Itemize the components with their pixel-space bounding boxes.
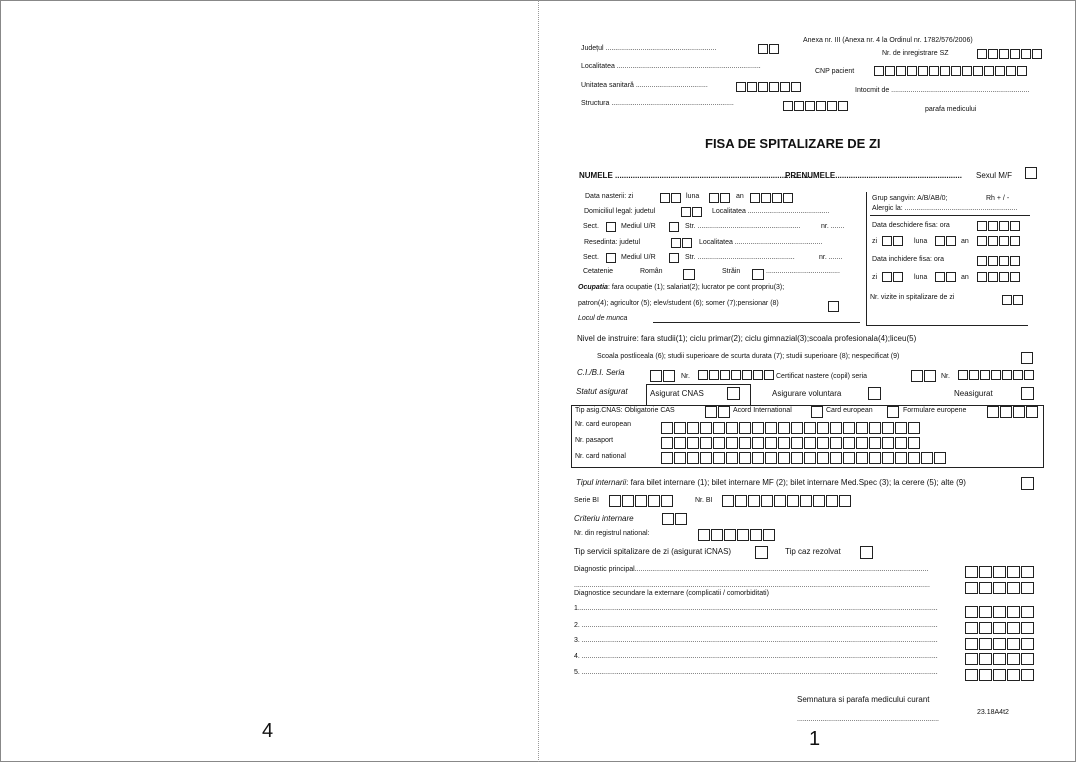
registrul-label: Nr. din registrul national: bbox=[574, 530, 650, 537]
asig-card-european-box[interactable] bbox=[887, 406, 899, 418]
nr2-label: nr. ....... bbox=[819, 254, 843, 261]
zi-boxes[interactable] bbox=[660, 193, 681, 203]
structura-label: Structura ............................................................... bbox=[581, 100, 734, 107]
certificat-nr-boxes[interactable] bbox=[958, 370, 1034, 380]
deschidere-label: Data deschidere fisa: ora bbox=[872, 222, 950, 229]
nr-card-european-boxes[interactable] bbox=[661, 422, 920, 434]
semnatura-label: Semnatura si parafa medicului curant bbox=[797, 695, 930, 704]
diagnostic-item-4: 4. ....................................................................................................................................................................................... bbox=[574, 653, 938, 660]
nr-bi-label: Nr. BI bbox=[695, 497, 713, 504]
deschidere-zi-label: zi bbox=[872, 238, 878, 245]
instruire-box[interactable] bbox=[1021, 352, 1033, 364]
semnatura-dots: ......................................................................... bbox=[797, 716, 939, 723]
page-number-left: 4 bbox=[262, 720, 274, 742]
intocmit-label: Intocmit de ....................................................................... bbox=[855, 87, 1030, 94]
luna-boxes[interactable] bbox=[709, 193, 730, 203]
localitatea-dom-label: Localitatea .......................................... bbox=[712, 208, 830, 215]
deschidere-zi-boxes[interactable] bbox=[882, 236, 903, 246]
diagnostic-item-2: 2. ....................................................................................................................................................................................... bbox=[574, 622, 938, 629]
fold-line bbox=[538, 0, 539, 762]
diagnostic-principal2-boxes[interactable] bbox=[965, 582, 1034, 594]
alergic-label: Alergic la: .......................................................... bbox=[872, 205, 1018, 212]
str2-label: Str. .................................................. bbox=[685, 254, 795, 261]
diagnostic-item-1-boxes[interactable] bbox=[965, 606, 1034, 618]
ocupatia-text2: patron(4); agricultor (5); elev/student (6); somer (7);pensionar (8) bbox=[578, 300, 779, 307]
certificat-nr-label: Nr. bbox=[941, 373, 950, 380]
inchidere-an-boxes[interactable] bbox=[977, 272, 1020, 282]
criteriu-boxes[interactable] bbox=[662, 513, 687, 525]
judet-boxes[interactable] bbox=[758, 44, 779, 54]
tip-caz-box[interactable] bbox=[860, 546, 873, 559]
ci-nr-boxes[interactable] bbox=[698, 370, 774, 380]
sect-box[interactable] bbox=[606, 222, 616, 232]
registrul-boxes[interactable] bbox=[698, 529, 775, 541]
inchidere-luna-boxes[interactable] bbox=[935, 272, 956, 282]
ci-nr-label: Nr. bbox=[681, 373, 690, 380]
diagnostic-principal-dots: ....................................................................................................................................................................................... bbox=[574, 582, 930, 589]
instruire-line2: Scoala postliceala (6); studii superioare de scurta durata (7); studii superioare (8); nespecificat (9) bbox=[597, 353, 900, 360]
tipul-internarii-box[interactable] bbox=[1021, 477, 1034, 490]
sect2-label: Sect. bbox=[583, 254, 599, 261]
numele-label: NUMELE .......................................................................................... bbox=[579, 171, 816, 180]
prenumele-label: PRENUMELE......................................................... bbox=[785, 171, 962, 180]
diagnostic-item-1: 1......................................................................................................................................................................................... bbox=[574, 605, 938, 612]
ocupatia-text: : fara ocupatie (1); salariat(2); lucrator pe cont propriu(3); bbox=[607, 284, 785, 291]
certificat-label: Certificat nastere (copil) seria bbox=[776, 373, 868, 380]
domiciliul-label: Domiciliul legal: judetul bbox=[584, 208, 656, 215]
diagnostic-principal-boxes[interactable] bbox=[965, 566, 1034, 578]
ci-seria-boxes[interactable] bbox=[650, 370, 675, 382]
deschidere-luna-label: luna bbox=[914, 238, 928, 245]
nr-label: nr. ....... bbox=[821, 223, 845, 230]
grup-label: Grup sangvin: A/B/AB/0; bbox=[872, 195, 948, 202]
parafa-label: parafa medicului bbox=[925, 106, 977, 113]
inchidere-label: Data inchidere fisa: ora bbox=[872, 256, 944, 263]
statut-neasigurat-label: Neasigurat bbox=[954, 389, 993, 398]
asig-acord-label: Acord International bbox=[733, 407, 792, 414]
structura-boxes[interactable] bbox=[783, 101, 848, 111]
statut-voluntara-label: Asigurare voluntara bbox=[772, 389, 842, 398]
tip-servicii-label: Tip servicii spitalizare de zi (asigurat iCNAS) bbox=[574, 547, 732, 556]
nr-bi-boxes[interactable] bbox=[722, 495, 851, 507]
inchidere-luna-label: luna bbox=[914, 274, 928, 281]
locul-label: Locul de munca bbox=[578, 315, 628, 322]
resedinta-label: Resedinta: judetul bbox=[584, 239, 641, 246]
diagnostic-secundare-label: Diagnostice secundare la externare (complicatii / comorbiditati) bbox=[574, 590, 769, 597]
ocupatia-box[interactable] bbox=[828, 301, 839, 312]
asig-acord-box[interactable] bbox=[811, 406, 823, 418]
nr-inregistrare-label: Nr. de inregistrare SZ bbox=[882, 50, 949, 57]
strain-dots: ...................................... bbox=[766, 268, 840, 275]
ocupatia-label: Ocupatia bbox=[578, 284, 608, 291]
roman-box[interactable] bbox=[683, 269, 695, 280]
tipul-internarii-text: : fara bilet internare (1); bilet internare MF (2); bilet internare Med.Spec (3); la cerere (5); alte (9) bbox=[626, 478, 966, 487]
vizite-label: Nr. vizite in spitalizare de zi bbox=[870, 294, 955, 301]
str-label: Str. ..................................................... bbox=[685, 223, 801, 230]
mediul2-label: Mediul U/R bbox=[621, 254, 656, 261]
certificat-seria-boxes[interactable] bbox=[911, 370, 936, 382]
alergic-line bbox=[870, 215, 1030, 216]
right-block-divider bbox=[866, 192, 867, 325]
anexa-text: Anexa nr. III (Anexa nr. 4 la Ordinul nr. 1782/576/2006) bbox=[803, 37, 973, 44]
asig-obligatorie-boxes[interactable] bbox=[705, 406, 730, 418]
statut-cnas-label: Asigurat CNAS bbox=[650, 389, 704, 398]
vizite-boxes[interactable] bbox=[1002, 295, 1023, 305]
diagnostic-item-3: 3. ....................................................................................................................................................................................... bbox=[574, 637, 938, 644]
tip-caz-label: Tip caz rezolvat bbox=[785, 547, 841, 556]
ci-label: C.I./B.I. Seria bbox=[577, 368, 625, 377]
nr-card-national-boxes[interactable] bbox=[661, 452, 946, 464]
nr-card-european-label: Nr. card european bbox=[575, 421, 632, 428]
mediul-box[interactable] bbox=[669, 222, 679, 232]
statut-label: Statut asigurat bbox=[576, 387, 628, 396]
sexul-box[interactable] bbox=[1025, 167, 1037, 179]
data-nasterii-label: Data nasterii: zi bbox=[585, 193, 634, 200]
form-title: FISA DE SPITALIZARE DE ZI bbox=[705, 136, 881, 151]
deschidere-luna-boxes[interactable] bbox=[935, 236, 956, 246]
diagnostic-principal-label: Diagnostic principal....................................................................................................................................................... bbox=[574, 566, 929, 573]
footer-code: 23.18A4t2 bbox=[977, 709, 1009, 716]
sexul-label: Sexul M/F bbox=[976, 171, 1013, 180]
statut-voluntara-box[interactable] bbox=[868, 387, 881, 400]
strain-label: Străin bbox=[722, 268, 741, 275]
localitatea-res-label: Localitatea ............................................. bbox=[699, 239, 823, 246]
nr-card-national-label: Nr. card national bbox=[575, 453, 626, 460]
nr-pasaport-label: Nr. pasaport bbox=[575, 437, 614, 444]
criteriu-label: Criteriu internare bbox=[574, 514, 634, 523]
an-label: an bbox=[736, 193, 744, 200]
diagnostic-item-3-boxes[interactable] bbox=[965, 638, 1034, 650]
deschidere-ora-boxes[interactable] bbox=[977, 221, 1020, 231]
cetatenie-label: Cetatenie bbox=[583, 268, 613, 275]
tip-servicii-box[interactable] bbox=[755, 546, 768, 559]
unitatea-label: Unitatea sanitară ..................................... bbox=[581, 82, 708, 89]
deschidere-an-label: an bbox=[961, 238, 969, 245]
roman-label: Român bbox=[640, 268, 663, 275]
diagnostic-item-5-boxes[interactable] bbox=[965, 669, 1034, 681]
sect-label: Sect. bbox=[583, 223, 599, 230]
statut-neasigurat-box[interactable] bbox=[1021, 387, 1034, 400]
diagnostic-item-4-boxes[interactable] bbox=[965, 653, 1034, 665]
instruire-line1: Nivel de instruire: fara studii(1); ciclu primar(2); ciclu gimnazial(3);scoala profesionala(4);liceu(5) bbox=[577, 334, 917, 343]
diagnostic-item-2-boxes[interactable] bbox=[965, 622, 1034, 634]
locul-line bbox=[653, 322, 860, 323]
inchidere-zi-boxes[interactable] bbox=[882, 272, 903, 282]
sect2-box[interactable] bbox=[606, 253, 616, 263]
inchidere-ora-boxes[interactable] bbox=[977, 256, 1020, 266]
page-number-right: 1 bbox=[809, 728, 821, 750]
nr-inregistrare-boxes[interactable] bbox=[977, 49, 1042, 59]
asig-card-european-label: Card european bbox=[826, 407, 873, 414]
serie-bi-label: Serie BI bbox=[574, 497, 599, 504]
mediul-label: Mediul U/R bbox=[621, 223, 656, 230]
deschidere-an-boxes[interactable] bbox=[977, 236, 1020, 246]
mediul2-box[interactable] bbox=[669, 253, 679, 263]
domiciliul-judet-boxes[interactable] bbox=[681, 207, 702, 217]
nr-pasaport-boxes[interactable] bbox=[661, 437, 920, 449]
asig-formulare-label: Formulare europene bbox=[903, 407, 967, 414]
tipul-internarii-label: Tipul internarii bbox=[576, 478, 627, 487]
inchidere-zi-label: zi bbox=[872, 274, 878, 281]
localitatea-label: Localitatea .......................................................................... bbox=[581, 63, 761, 70]
resedinta-judet-boxes[interactable] bbox=[671, 238, 692, 248]
luna-label: luna bbox=[686, 193, 700, 200]
right-block-bottom bbox=[866, 325, 1028, 326]
unitatea-boxes[interactable] bbox=[736, 82, 801, 92]
an-boxes[interactable] bbox=[750, 193, 793, 203]
statut-cnas-box[interactable] bbox=[727, 387, 740, 400]
diagnostic-item-5: 5. ....................................................................................................................................................................................... bbox=[574, 669, 938, 676]
rh-label: Rh + / - bbox=[986, 195, 1010, 202]
asig-tip-label: Tip asig.CNAS: Obligatorie CAS bbox=[575, 407, 675, 414]
cnp-boxes[interactable] bbox=[874, 66, 1027, 76]
inchidere-an-label: an bbox=[961, 274, 969, 281]
asig-formulare-boxes[interactable] bbox=[987, 406, 1038, 418]
serie-bi-boxes[interactable] bbox=[609, 495, 673, 507]
strain-box[interactable] bbox=[752, 269, 764, 280]
judet-label: Județul ......................................................... bbox=[581, 45, 717, 52]
cnp-label: CNP pacient bbox=[815, 68, 855, 75]
